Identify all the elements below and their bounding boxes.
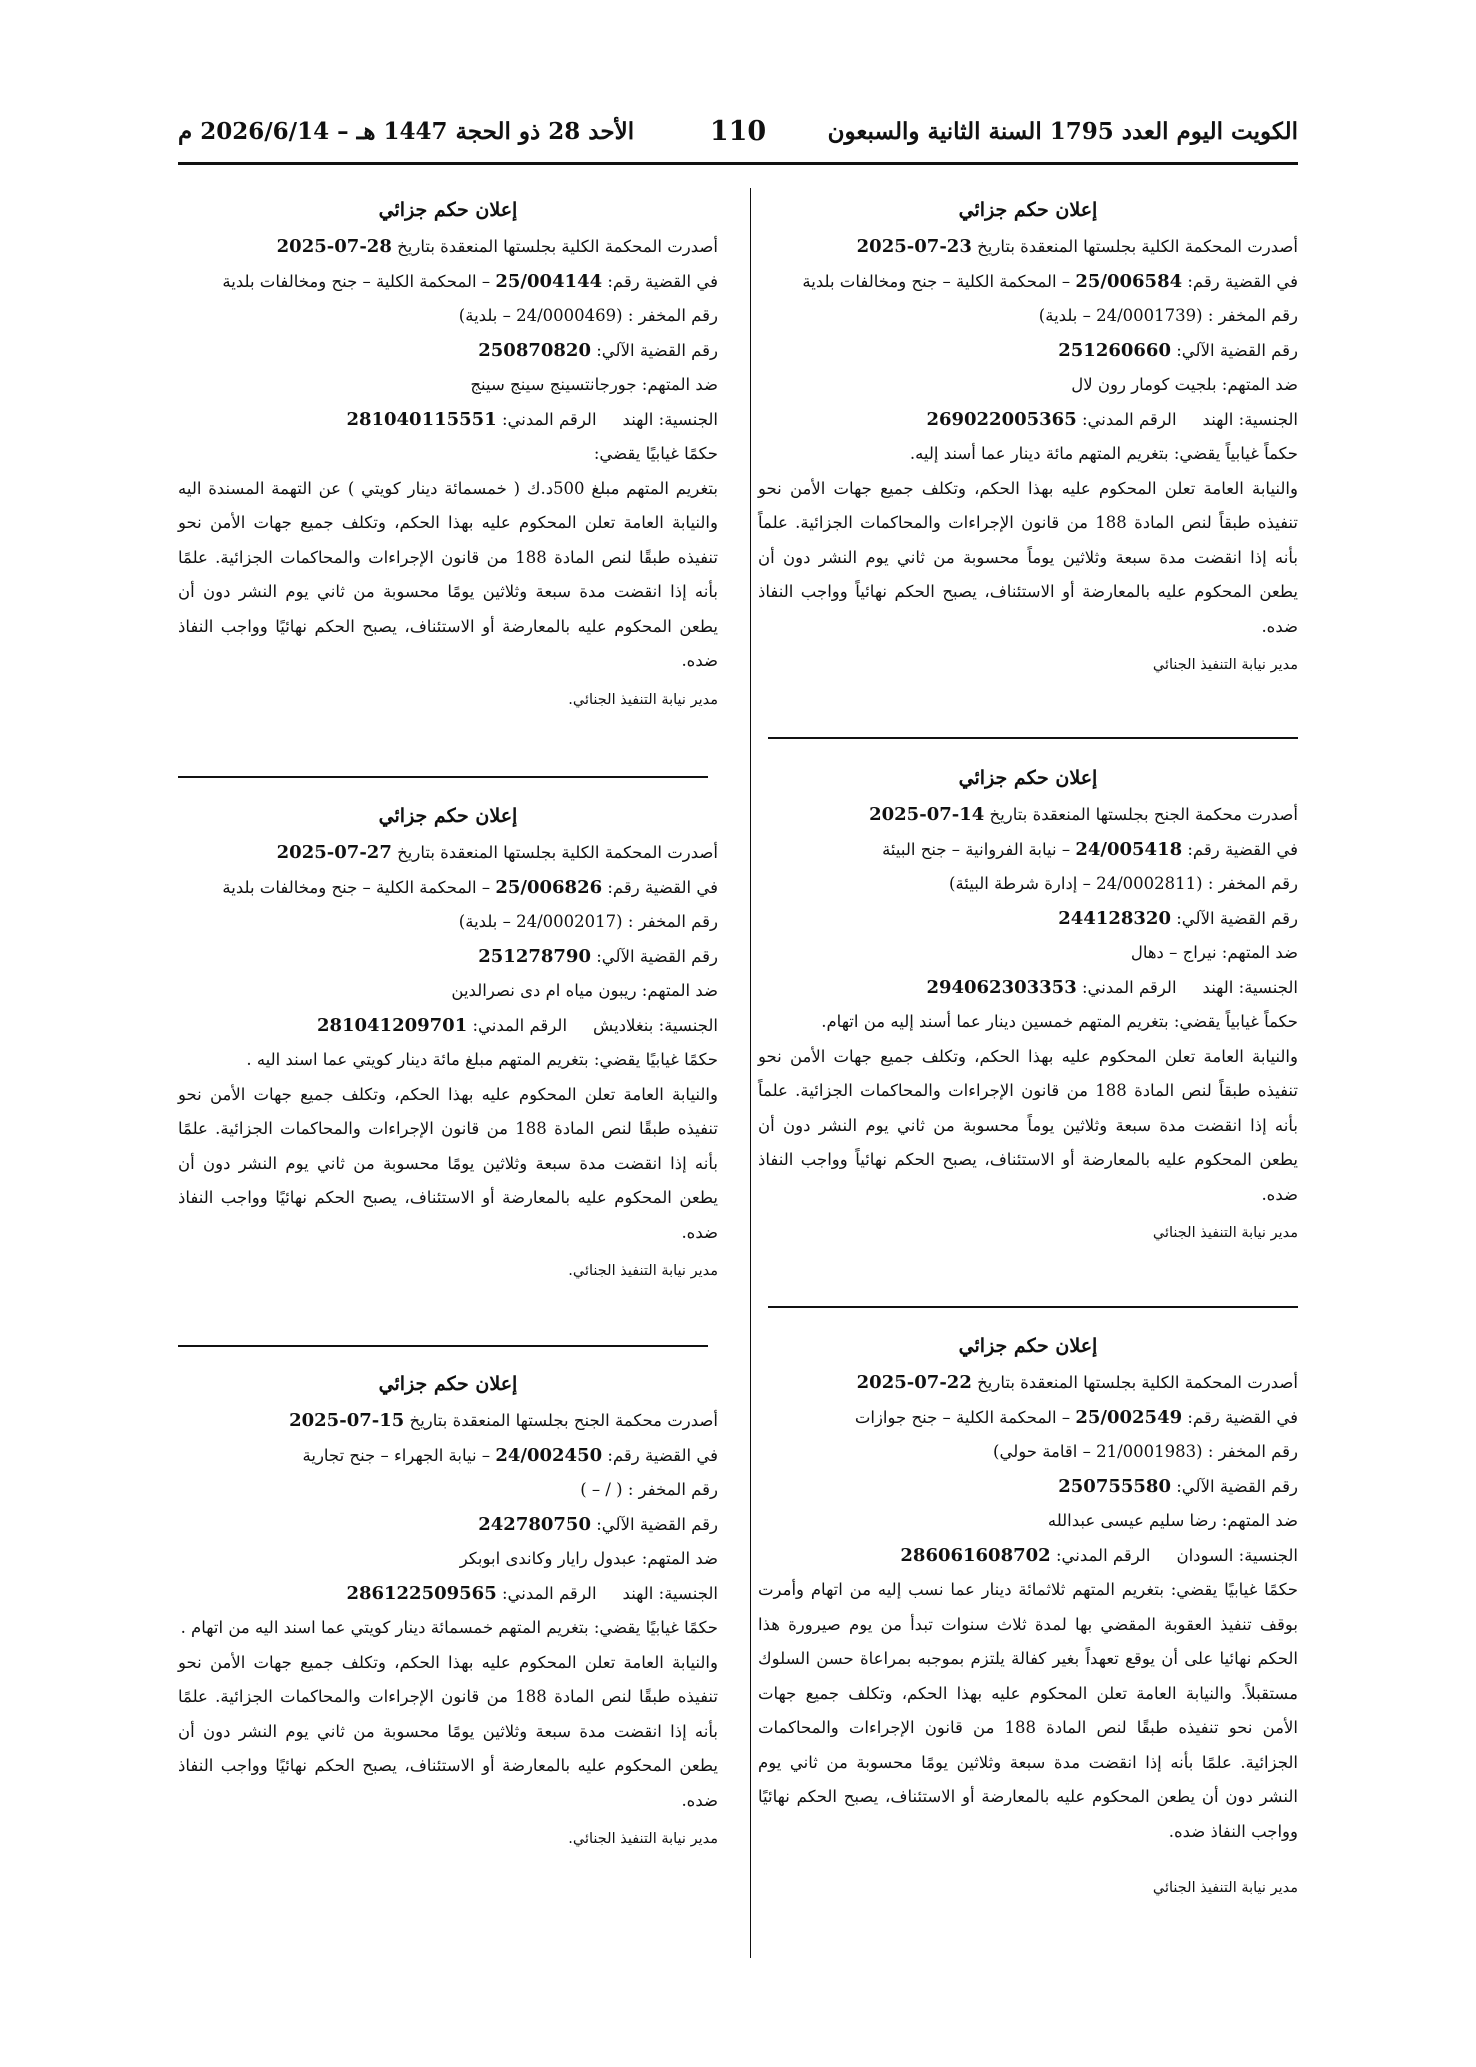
notice-title: إعلان حكم جزائي bbox=[378, 805, 518, 827]
court-line: أصدرت المحكمة الكلية بجلستها المنعقدة بتاريخ 27-07-2025 bbox=[276, 842, 718, 863]
notice-title: إعلان حكم جزائي bbox=[378, 1373, 518, 1395]
auto-number-line: رقم القضية الآلي: 251260660 bbox=[1058, 339, 1298, 361]
notice-title: إعلان حكم جزائي bbox=[958, 199, 1098, 221]
auto-number-line: رقم القضية الآلي: 250870820 bbox=[478, 339, 718, 361]
verdict-line: حكمًا غيابيًا يقضي: bbox=[593, 444, 718, 463]
defendant-line: ضد المتهم: جورجانتسينج سينج سينج bbox=[470, 375, 718, 394]
identity-line: الجنسية: الهندالرقم المدني: 281040115551 bbox=[346, 408, 718, 430]
notice-title: إعلان حكم جزائي bbox=[958, 767, 1098, 789]
signature: مدير نيابة التنفيذ الجنائي bbox=[1152, 657, 1298, 673]
publication-title: الكويت اليوم العدد 1795 السنة الثانية والسبعون bbox=[827, 118, 1298, 145]
auto-number-line: رقم القضية الآلي: 244128320 bbox=[1058, 907, 1298, 929]
defendant-line: ضد المتهم: رضا سليم عيسى عبدالله bbox=[1047, 1511, 1298, 1530]
defendant-line: ضد المتهم: بلجيت كومار رون لال bbox=[1071, 375, 1298, 394]
notice-body: والنيابة العامة تعلن المحكوم عليه بهذا الحكم، وتكلف جميع جهات الأمن نحو تنفيذه طبقاً لنص المادة 188 من قانون الإجراءات والمحاكمات الجزائية. علماً بأنه إذا انقضت مدة سبعة وثلاثين يوماً محسوبة من ثاني يوم النشر دون أن يطعن المحكوم عليه بالمعارضة أو الاستئناف، يصبح الحكم نهائياً وواجب النفاذ ضده. bbox=[758, 1046, 1299, 1204]
court-line: أصدرت المحكمة الكلية بجلستها المنعقدة بتاريخ 28-07-2025 bbox=[276, 236, 718, 257]
notice-5 bbox=[178, 796, 718, 1289]
notice-title: إعلان حكم جزائي bbox=[958, 1335, 1098, 1357]
verdict-line: حكمًا غيابيًا يقضي: بتغريم المتهم خمسمائة دينار كويتي عما اسند اليه من اتهام . bbox=[180, 1618, 718, 1637]
station-line: رقم المخفر : (24/0002811 – إدارة شرطة البيئة) bbox=[949, 874, 1298, 893]
auto-number-line: رقم القضية الآلي: 250755580 bbox=[1058, 1475, 1298, 1497]
verdict-line: حكماً غيابياً يقضي: بتغريم المتهم مائة دينار عما أسند إليه. bbox=[909, 444, 1298, 463]
auto-number-line: رقم القضية الآلي: 242780750 bbox=[478, 1513, 718, 1535]
station-line: رقم المخفر : ( / – ) bbox=[580, 1480, 718, 1499]
station-line: رقم المخفر : (24/0001739 – بلدية) bbox=[1038, 306, 1298, 325]
court-line: أصدرت المحكمة الكلية بجلستها المنعقدة بتاريخ 23-07-2025 bbox=[856, 236, 1298, 257]
signature: مدير نيابة التنفيذ الجنائي bbox=[1152, 1880, 1298, 1896]
court-line: أصدرت محكمة الجنح بجلستها المنعقدة بتاريخ 14-07-2025 bbox=[869, 804, 1298, 825]
notice-title: إعلان حكم جزائي bbox=[378, 199, 518, 221]
defendant-line: ضد المتهم: عبدول رايار وكاندى ابوبكر bbox=[459, 1549, 718, 1568]
verdict-line: حكمًا غيابيًا يقضي: بتغريم المتهم مبلغ مائة دينار كويتي عما اسند اليه . bbox=[246, 1050, 718, 1069]
case-line: في القضية رقم: 24/002450 – نيابة الجهراء – جنح تجارية bbox=[302, 1444, 718, 1466]
court-line: أصدرت محكمة الجنح بجلستها المنعقدة بتاريخ 15-07-2025 bbox=[289, 1410, 718, 1431]
notice-separator bbox=[178, 776, 708, 778]
case-line: في القضية رقم: 24/005418 – نيابة الفروانية – جنح البيئة bbox=[882, 838, 1298, 860]
signature: مدير نيابة التنفيذ الجنائي. bbox=[568, 1263, 718, 1279]
column-divider bbox=[750, 188, 751, 1958]
notice-separator bbox=[178, 1345, 708, 1347]
auto-number-line: رقم القضية الآلي: 251278790 bbox=[478, 945, 718, 967]
notice-body: والنيابة العامة تعلن المحكوم عليه بهذا الحكم، وتكلف جميع جهات الأمن نحو تنفيذه طبقاً لنص المادة 188 من قانون الإجراءات والمحاكمات الجزائية. علماً بأنه إذا انقضت مدة سبعة وثلاثين يوماً محسوبة من ثاني يوم النشر دون أن يطعن المحكوم عليه بالمعارضة أو الاستئناف، يصبح الحكم نهائياً وواجب النفاذ ضده. bbox=[758, 478, 1299, 636]
page-number: 110 bbox=[709, 116, 767, 147]
station-line: رقم المخفر : (21/0001983 – اقامة حولي) bbox=[993, 1442, 1298, 1461]
notice-body: والنيابة العامة تعلن المحكوم عليه بهذا الحكم، وتكلف جميع جهات الأمن نحو تنفيذه طبقًا لنص المادة 188 من قانون الإجراءات والمحاكمات الجزائية. علمًا بأنه إذا انقضت مدة سبعة وثلاثين يومًا محسوبة من ثاني يوم النشر دون أن يطعن المحكوم عليه بالمعارضة أو الاستئناف، يصبح الحكم نهائيًا وواجب النفاذ ضده. bbox=[178, 1652, 719, 1810]
signature: مدير نيابة التنفيذ الجنائي. bbox=[568, 1831, 718, 1847]
issue-date: الأحد 28 ذو الحجة 1447 هـ – 2026/6/14 م bbox=[178, 118, 635, 145]
signature: مدير نيابة التنفيذ الجنائي bbox=[1152, 1225, 1298, 1241]
notice-6 bbox=[178, 1364, 718, 1857]
notice-4 bbox=[178, 190, 718, 717]
signature: مدير نيابة التنفيذ الجنائي. bbox=[568, 691, 718, 708]
notice-separator bbox=[768, 737, 1298, 739]
identity-line: الجنسية: الهندالرقم المدني: 269022005365 bbox=[926, 408, 1298, 430]
page-header bbox=[178, 118, 1298, 158]
station-line: رقم المخفر : (24/0002017 – بلدية) bbox=[458, 912, 718, 931]
defendant-line: ضد المتهم: ريبون مياه ام دى نصرالدين bbox=[451, 981, 718, 1000]
identity-line: الجنسية: بنغلاديشالرقم المدني: 281041209701 bbox=[316, 1014, 718, 1036]
identity-line: الجنسية: الهندالرقم المدني: 294062303353 bbox=[926, 976, 1298, 998]
notice-body: والنيابة العامة تعلن المحكوم عليه بهذا الحكم، وتكلف جميع جهات الأمن نحو تنفيذه طبقًا لنص المادة 188 من قانون الإجراءات والمحاكمات الجزائية. علمًا بأنه إذا انقضت مدة سبعة وثلاثين يومًا محسوبة من ثاني يوم النشر دون أن يطعن المحكوم عليه بالمعارضة أو الاستئناف، يصبح الحكم نهائيًا وواجب النفاذ ضده. bbox=[178, 1084, 719, 1242]
defendant-line: ضد المتهم: نيراج – دهال bbox=[1130, 943, 1298, 962]
case-line: في القضية رقم: 25/002549 – المحكمة الكلية – جنح جوازات bbox=[854, 1406, 1298, 1428]
notice-2 bbox=[758, 758, 1298, 1251]
case-line: في القضية رقم: 25/006584 – المحكمة الكلية – جنح ومخالفات بلدية bbox=[802, 270, 1298, 292]
station-line: رقم المخفر : (24/0000469 – بلدية) bbox=[458, 306, 718, 325]
notice-separator bbox=[768, 1306, 1298, 1308]
header-divider bbox=[178, 162, 1298, 165]
case-line: في القضية رقم: 25/006826 – المحكمة الكلية – جنح ومخالفات بلدية bbox=[222, 876, 718, 898]
case-line: في القضية رقم: 25/004144 – المحكمة الكلية – جنح ومخالفات بلدية bbox=[222, 270, 718, 292]
court-line: أصدرت المحكمة الكلية بجلستها المنعقدة بتاريخ 22-07-2025 bbox=[856, 1372, 1298, 1393]
notice-body: حكمًا غيابيًا يقضي: بتغريم المتهم ثلاثمائة دينار عما نسب إليه من اتهام وأمرت بوقف تنفيذ العقوبة المقضي بها لمدة ثلاث سنوات تبدأ من يوم صيرورة هذا الحكم نهائيا على أن يوقع تعهداً بغير كفالة يلتزم بموجبه بمراعاة حسن السلوك مستقبلاً. والنيابة العامة تعلن المحكوم عليه بهذا الحكم، وتكلف جميع جهات الأمن نحو تنفيذه طبقًا لنص المادة 188 من قانون الإجراءات والمحاكمات الجزائية. علمًا بأنه إذا انقضت مدة سبعة وثلاثين يومًا محسوبة من ثاني يوم النشر دون أن يطعن المحكوم عليه بالمعارضة أو الاستئناف، يصبح الحكم نهائيًا وواجب النفاذ ضده. bbox=[758, 1580, 1298, 1841]
notice-1 bbox=[758, 190, 1298, 683]
notice-body: بتغريم المتهم مبلغ 500د.ك ( خمسمائة دينار كويتي ) عن التهمة المسندة اليه والنيابة العامة تعلن المحكوم عليه بهذا الحكم، وتكلف جميع جهات الأمن نحو تنفيذه طبقًا لنص المادة 188 من قانون الإجراءات والمحاكمات الجزائية. علمًا بأنه إذا انقضت مدة سبعة وثلاثين يومًا محسوبة من ثاني يوم النشر دون أن يطعن المحكوم عليه بالمعارضة أو الاستئناف، يصبح الحكم نهائيًا وواجب النفاذ ضده. bbox=[178, 478, 719, 670]
identity-line: الجنسية: السودانالرقم المدني: 286061608702 bbox=[900, 1544, 1298, 1566]
identity-line: الجنسية: الهندالرقم المدني: 286122509565 bbox=[346, 1582, 718, 1604]
verdict-line: حكماً غيابياً يقضي: بتغريم المتهم خمسين دينار عما أسند إليه من اتهام. bbox=[821, 1012, 1298, 1031]
notice-3 bbox=[758, 1326, 1298, 1906]
